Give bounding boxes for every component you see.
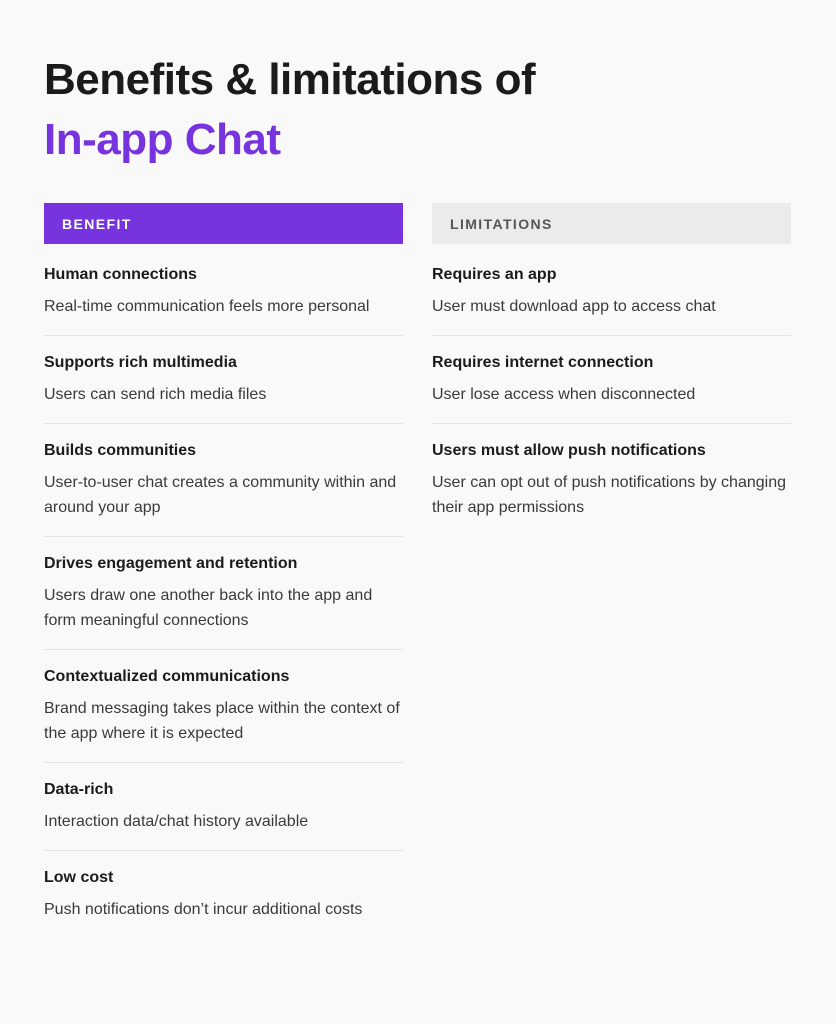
benefit-item	[44, 779, 403, 851]
benefit-item-desc: Real-time communication feels more personal	[44, 298, 370, 315]
limitation-item-desc: User must download app to access chat	[432, 298, 716, 315]
limitation-item	[432, 264, 791, 336]
benefit-item-title: Builds communities	[44, 442, 197, 459]
limitation-item-title: Users must allow push notifications	[432, 442, 706, 459]
limitations-column	[432, 203, 791, 552]
benefit-item	[44, 867, 403, 938]
limitation-item	[432, 352, 791, 424]
benefit-item	[44, 440, 403, 537]
benefit-item-desc: Interaction data/chat history available	[44, 813, 309, 830]
benefit-header: BENEFIT	[44, 203, 403, 244]
benefit-list	[44, 264, 403, 938]
title-line-1: Benefits & limitations of	[44, 55, 536, 104]
limitation-item	[432, 440, 791, 536]
benefit-item-title: Low cost	[44, 869, 114, 886]
page-title	[44, 50, 535, 170]
limitations-list	[432, 264, 791, 536]
limitation-item-desc: User can opt out of push notifications by changing their app permissions	[432, 474, 786, 516]
benefit-item-title: Supports rich multimedia	[44, 354, 237, 371]
benefit-item	[44, 352, 403, 424]
benefit-item	[44, 666, 403, 763]
limitations-header: LIMITATIONS	[432, 203, 791, 244]
limitation-item-title: Requires internet connection	[432, 354, 654, 371]
title-line-2: In-app Chat	[44, 115, 281, 164]
benefit-item	[44, 553, 403, 650]
limitation-item-desc: User lose access when disconnected	[432, 386, 696, 403]
limitation-item-title: Requires an app	[432, 266, 557, 283]
benefit-item-desc: User-to-user chat creates a community within and around your app	[44, 474, 397, 516]
benefit-item	[44, 264, 403, 336]
benefit-item-desc: Users can send rich media files	[44, 386, 267, 403]
benefit-item-desc: Push notifications don’t incur additional costs	[44, 901, 363, 918]
benefit-item-title: Drives engagement and retention	[44, 555, 298, 572]
benefit-item-desc: Brand messaging takes place within the context of the app where it is expected	[44, 700, 400, 742]
benefit-item-title: Data-rich	[44, 781, 114, 798]
benefit-item-desc: Users draw one another back into the app and form meaningful connections	[44, 587, 373, 629]
benefit-item-title: Contextualized communications	[44, 668, 290, 685]
benefit-item-title: Human connections	[44, 266, 197, 283]
benefits-column	[44, 203, 403, 954]
